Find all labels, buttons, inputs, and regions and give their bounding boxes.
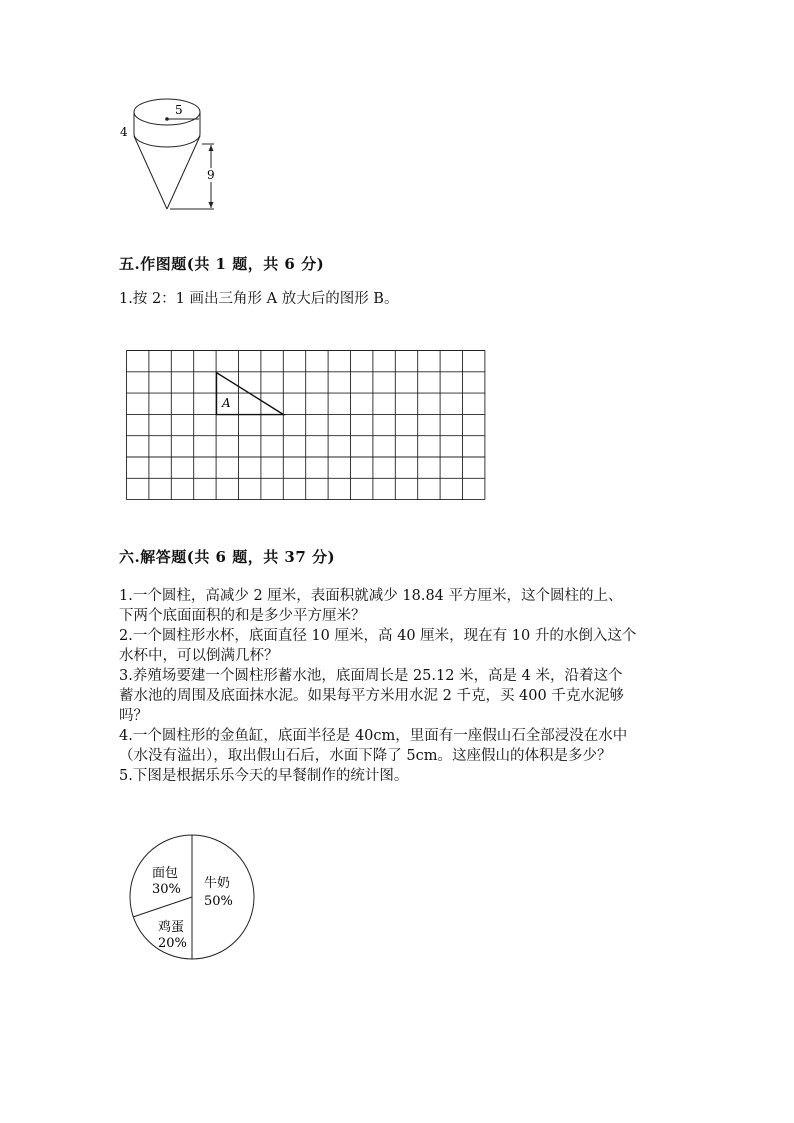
cylinder-cone-figure (110, 92, 230, 217)
question-line: 1.一个圆柱，高减少 2 厘米，表面积就减少 18.84 平方厘米，这个圆柱的上、 (119, 588, 623, 604)
question-line: 5.下图是根据乐乐今天的早餐制作的统计图。 (119, 768, 409, 784)
cone-height-label: 9 (207, 168, 215, 182)
pie-value-milk: 50% (204, 894, 233, 909)
pie-label-egg: 鸡蛋 (158, 920, 185, 935)
question-line: 3.养殖场要建一个圆柱形蓄水池，底面周长是 25.12 米，高是 4 米，沿着这个 (119, 668, 623, 684)
dim-arrow-down (209, 202, 214, 208)
section6-questions (119, 586, 636, 786)
breakfast-pie-chart (128, 833, 258, 963)
triangle-a-label: A (222, 396, 231, 410)
question-line: 蓄水池的周围及底面抹水泥。如果每平方米用水泥 2 千克，买 400 千克水泥够 (119, 688, 624, 704)
cylinder-top (134, 99, 200, 125)
question-line: 下两个底面面积的和是多少平方厘米？ (119, 608, 366, 624)
question-line: 4.一个圆柱形的金鱼缸，底面半径是 40cm，里面有一座假山石全部浸没在水中 (119, 728, 628, 744)
pie-value-bread: 30% (152, 882, 181, 897)
question-line: 水杯中，可以倒满几杯？ (119, 648, 279, 664)
height-label: 4 (120, 125, 128, 139)
pie-label-bread: 面包 (152, 866, 179, 881)
question-line: （水没有溢出），取出假山石后，水面下降了 5cm。这座假山的体积是多少？ (119, 748, 612, 764)
grid-lines (127, 351, 485, 500)
radius-label: 5 (175, 103, 183, 117)
drawing-grid[interactable] (126, 350, 489, 503)
pie-label-milk: 牛奶 (204, 876, 231, 891)
section6-title: 六.解答题(共 6 题，共 37 分) (119, 548, 336, 566)
pie-value-egg: 20% (158, 936, 187, 951)
dim-arrow-up (209, 145, 214, 151)
cylinder-bottom (134, 134, 200, 147)
section5-title: 五.作图题(共 1 题，共 6 分) (119, 255, 325, 273)
question-line: 2.一个圆柱形水杯，底面直径 10 厘米，高 40 厘米，现在有 10 升的水倒入这个 (119, 628, 637, 644)
question-line: 吗？ (119, 708, 148, 724)
section5-question-1: 1.按 2：1 画出三角形 A 放大后的图形 B。 (119, 291, 399, 307)
